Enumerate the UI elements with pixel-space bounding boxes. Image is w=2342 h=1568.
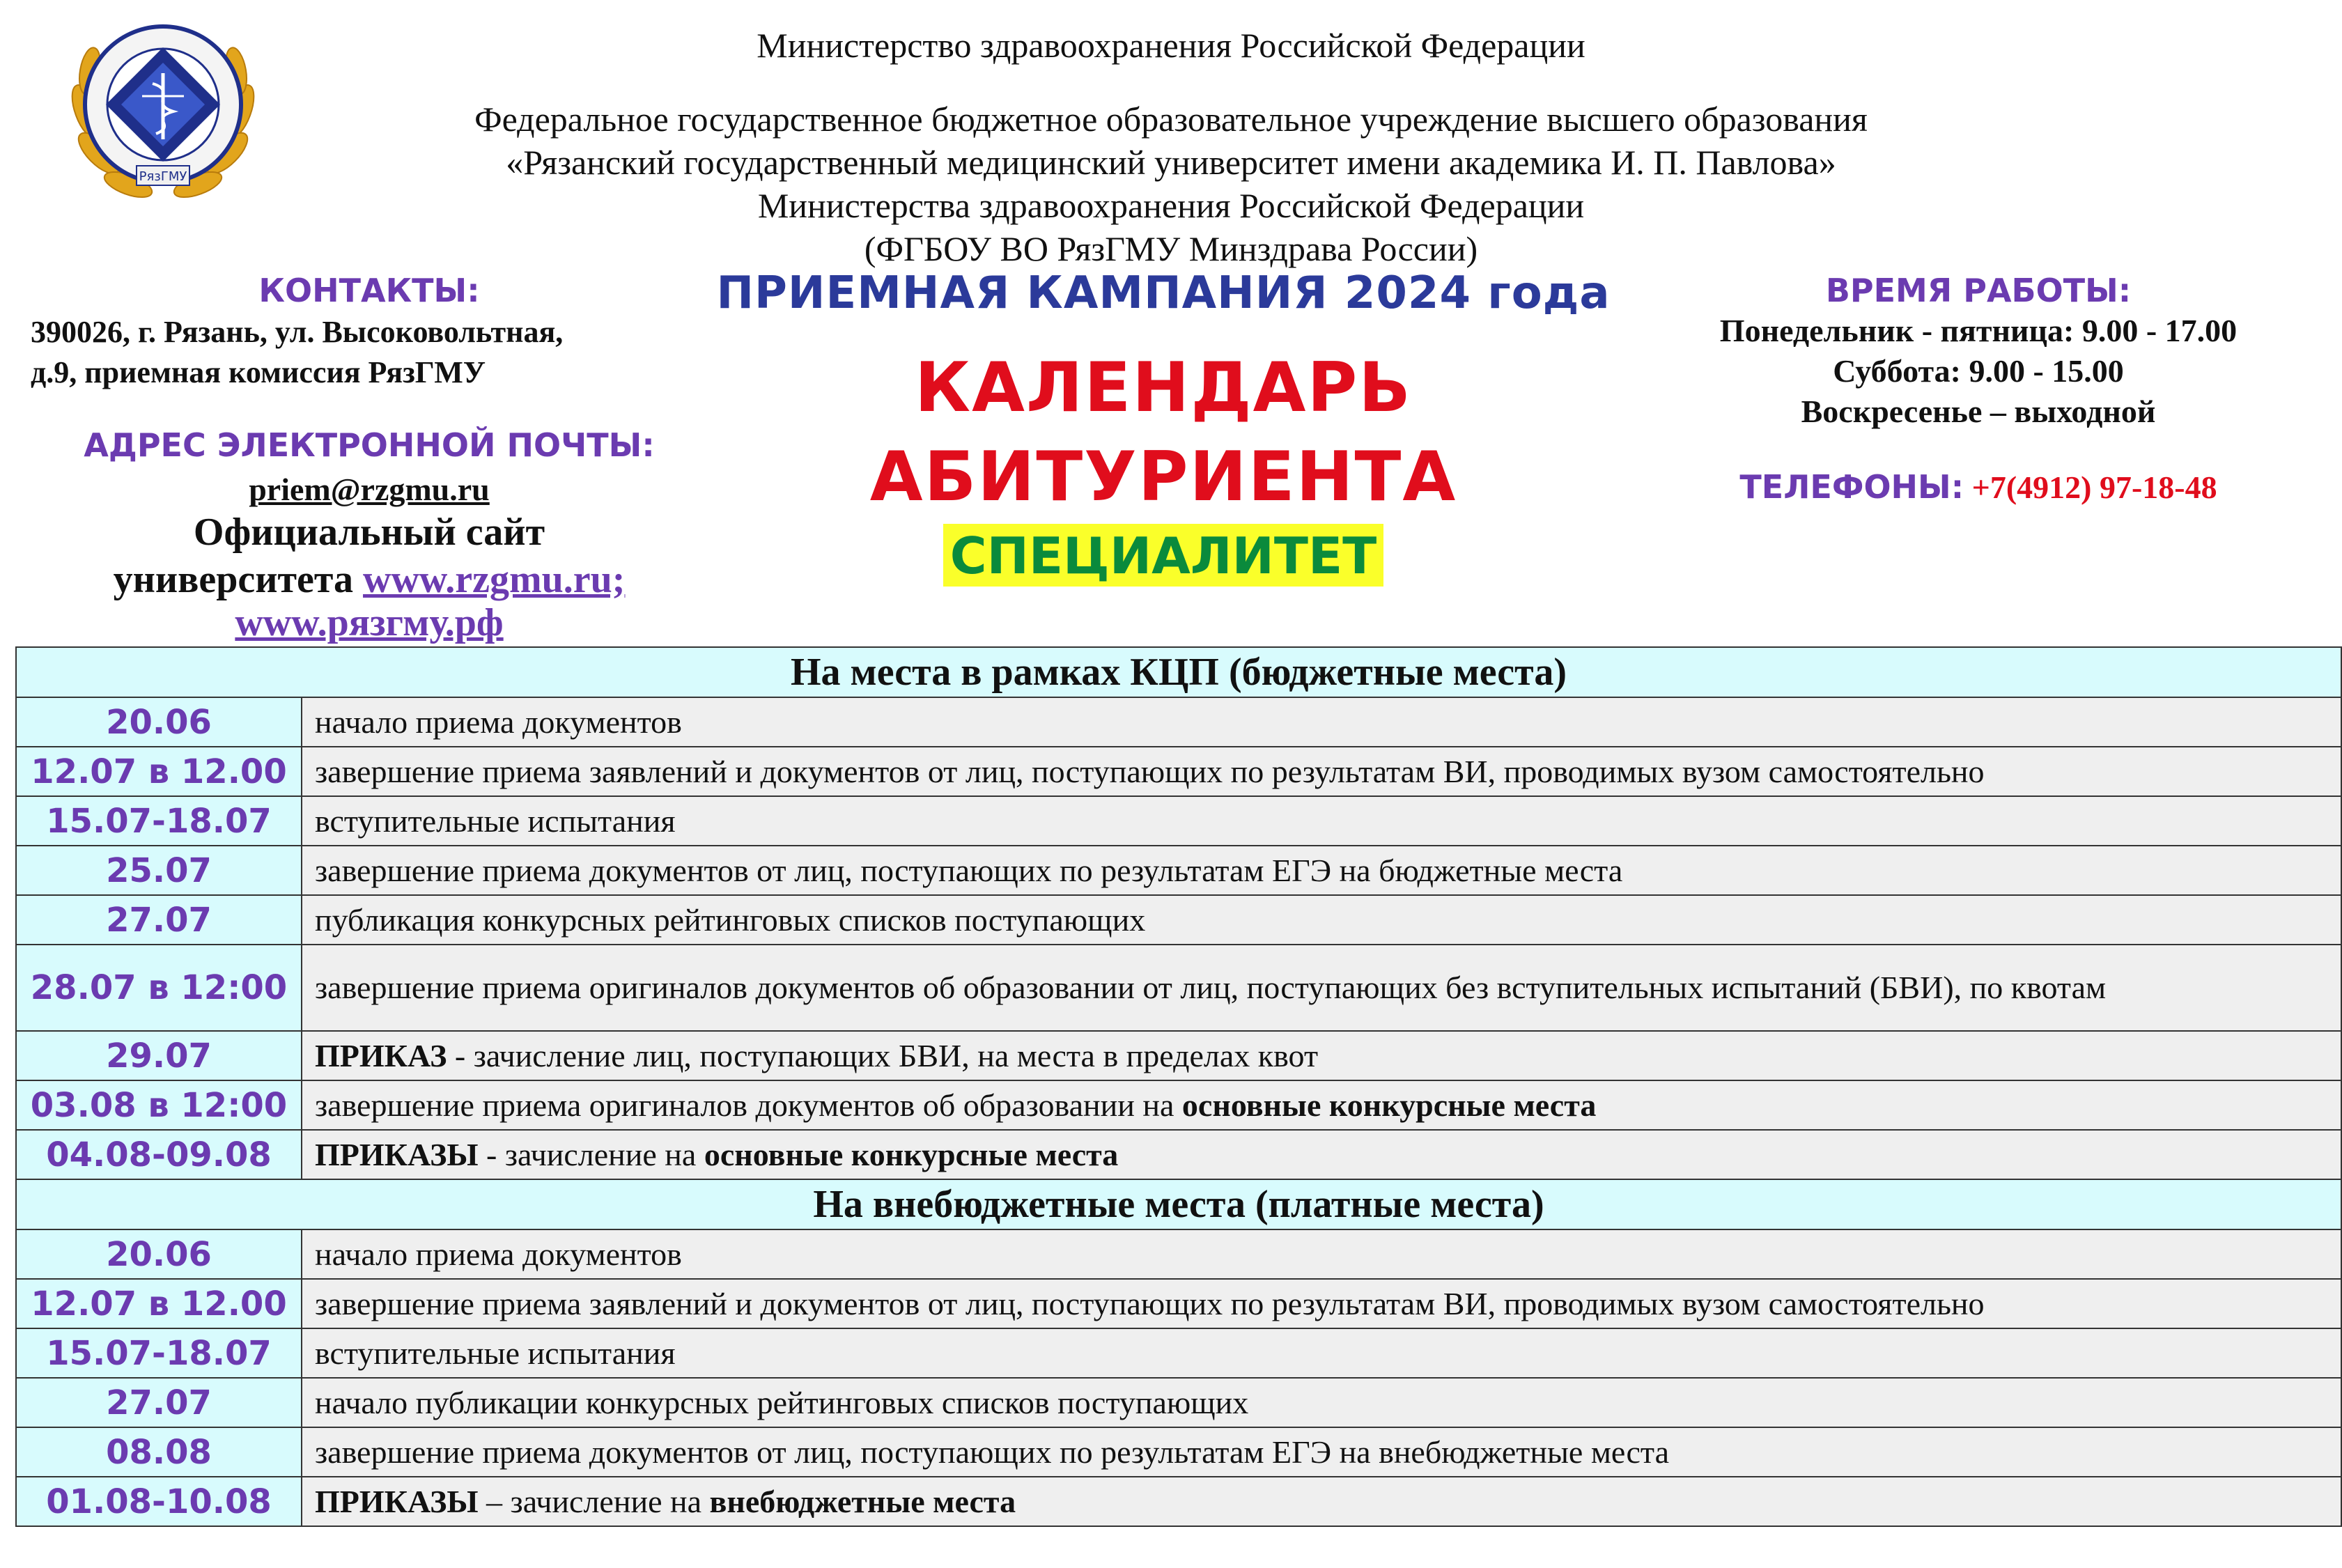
row-date: 01.08-10.08 (16, 1477, 302, 1526)
section-header-row (16, 1179, 2341, 1229)
section-title: На места в рамках КЦП (бюджетные места) (16, 647, 2341, 697)
row-text: - зачисление лиц, поступающих БВИ, на места в пределах квот (447, 1037, 1319, 1073)
hours-sunday: Воскресенье – выходной (1801, 394, 2156, 429)
row-date: 20.06 (16, 697, 302, 747)
row-date: 04.08-09.08 (16, 1130, 302, 1179)
table-row (16, 1080, 2341, 1130)
row-date: 27.07 (16, 895, 302, 945)
row-date: 28.07 в 12:00 (16, 945, 302, 1031)
row-description (302, 1130, 2341, 1179)
row-text: – зачисление на (478, 1483, 710, 1519)
calendar-title-line1: КАЛЕНДАРЬ (915, 348, 1412, 428)
row-description: вступительные испытания (302, 796, 2341, 846)
table-row (16, 1130, 2341, 1179)
hours-heading: ВРЕМЯ РАБОТЫ: (1825, 272, 2132, 309)
working-hours (1630, 311, 2327, 432)
row-text: - зачисление на (478, 1136, 704, 1172)
table-row (16, 1477, 2341, 1526)
row-description: публикация конкурсных рейтинговых списков поступающих (302, 895, 2341, 945)
table-row (16, 1427, 2341, 1477)
calendar-title-line2: АБИТУРИЕНТА (869, 437, 1457, 517)
site-label (28, 509, 711, 603)
table-row (16, 1031, 2341, 1080)
table-row (16, 1229, 2341, 1279)
row-description: завершение приема заявлений и документов от лиц, поступающих по результатам ВИ, проводимых вузом самостоятельно (302, 747, 2341, 796)
row-bold-suffix: внебюджетные места (709, 1483, 1016, 1519)
address-line: 390026, г. Рязань, ул. Высоковольтная, (31, 315, 564, 349)
row-description (302, 1080, 2341, 1130)
row-date: 08.08 (16, 1427, 302, 1477)
row-description: завершение приема заявлений и документов от лиц, поступающих по результатам ВИ, проводимых вузом самостоятельно (302, 1279, 2341, 1328)
phones (1630, 468, 2327, 506)
site-label-line2: университета (113, 558, 354, 601)
phone-number[interactable]: +7(4912) 97-18-48 (1971, 469, 2217, 505)
row-description: начало приема документов (302, 1229, 2341, 1279)
row-description: начало публикации конкурсных рейтинговых списков поступающих (302, 1378, 2341, 1427)
row-date: 25.07 (16, 846, 302, 895)
institution-line: «Рязанский государственный медицинский университет имени академика И. П. Павлова» (506, 143, 1836, 182)
row-description: начало приема документов (302, 697, 2341, 747)
level-badge-wrap (697, 524, 1630, 587)
row-date: 12.07 в 12.00 (16, 1279, 302, 1328)
institution-line: Федеральное государственное бюджетное образовательное учреждение высшего образования (474, 100, 1868, 139)
ministry-name: Министерство здравоохранения Российской Федерации (757, 26, 1585, 65)
row-bold-suffix: основные конкурсные места (1181, 1087, 1597, 1123)
row-description (302, 1031, 2341, 1080)
row-bold-prefix: ПРИКАЗ (315, 1037, 447, 1073)
address (31, 312, 713, 393)
section-title: На внебюджетные места (платные места) (16, 1179, 2341, 1229)
row-date: 12.07 в 12.00 (16, 747, 302, 796)
row-date: 29.07 (16, 1031, 302, 1080)
site-link-rzgmu[interactable]: www.rzgmu.ru; (363, 558, 626, 601)
table-row (16, 945, 2341, 1031)
table-row (16, 747, 2341, 796)
logo-caption: РязГМУ (139, 169, 187, 184)
row-description: завершение приема документов от лиц, поступающих по результатам ЕГЭ на бюджетные места (302, 846, 2341, 895)
row-bold-prefix: ПРИКАЗЫ (315, 1136, 479, 1172)
row-date: 20.06 (16, 1229, 302, 1279)
campaign-title: ПРИЕМНАЯ КАМПАНИЯ 2024 года (716, 267, 1611, 319)
site-link-ryazgmu[interactable]: www.рязгму.рф (235, 601, 504, 644)
institution-line: (ФГБОУ ВО РязГМУ Минздрава России) (864, 229, 1478, 268)
row-description (302, 1477, 2341, 1526)
section-header-row (16, 647, 2341, 697)
row-date: 15.07-18.07 (16, 1328, 302, 1378)
row-date: 27.07 (16, 1378, 302, 1427)
institution-line: Министерства здравоохранения Российской Федерации (757, 186, 1585, 225)
row-bold-prefix: ПРИКАЗЫ (315, 1483, 479, 1519)
table-row (16, 1279, 2341, 1328)
email-heading: АДРЕС ЭЛЕКТРОННОЙ ПОЧТЫ: (84, 426, 655, 464)
table-row (16, 1378, 2341, 1427)
institution-name (0, 98, 2342, 270)
hours-weekdays: Понедельник - пятница: 9.00 - 17.00 (1719, 313, 2238, 348)
site-label-line1: Официальный сайт (193, 511, 545, 554)
table-row (16, 796, 2341, 846)
table-row (16, 895, 2341, 945)
row-description: завершение приема документов от лиц, поступающих по результатам ЕГЭ на внебюджетные места (302, 1427, 2341, 1477)
table-row (16, 846, 2341, 895)
row-text: завершение приема оригиналов документов об образовании на (315, 1087, 1182, 1123)
email-link[interactable]: priem@rzgmu.ru (249, 472, 490, 507)
address-line: д.9, приемная комиссия РязГМУ (31, 355, 486, 389)
hours-saturday: Суббота: 9.00 - 15.00 (1833, 353, 2124, 389)
level-badge: СПЕЦИАЛИТЕТ (943, 524, 1384, 587)
row-description: завершение приема оригиналов документов об образовании от лиц, поступающих без вступительных испытаний (БВИ), по квотам (302, 945, 2341, 1031)
calendar-table (15, 646, 2342, 1527)
row-date: 03.08 в 12:00 (16, 1080, 302, 1130)
row-bold-suffix: основные конкурсные места (704, 1136, 1119, 1172)
row-date: 15.07-18.07 (16, 796, 302, 846)
phones-heading: ТЕЛЕФОНЫ: (1739, 468, 1964, 506)
contacts-heading: КОНТАКТЫ: (258, 272, 480, 309)
table-row (16, 697, 2341, 747)
row-description: вступительные испытания (302, 1328, 2341, 1378)
table-row (16, 1328, 2341, 1378)
